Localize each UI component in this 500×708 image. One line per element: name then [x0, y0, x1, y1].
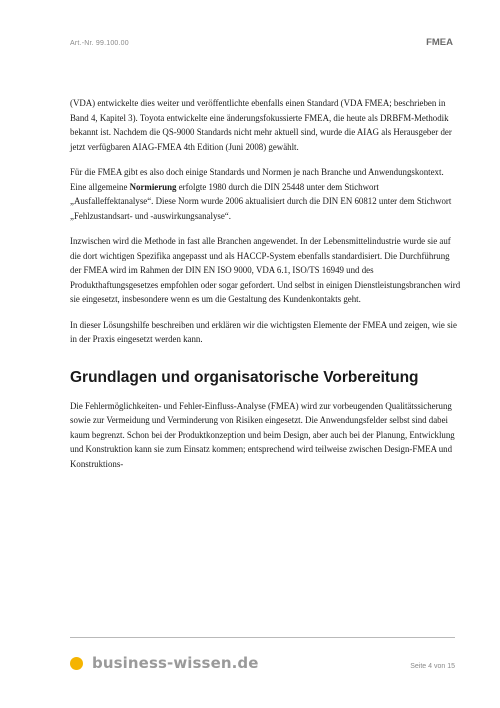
- paragraph-5: Die Fehlermöglichkeiten- und Fehler-Einfluss-Analyse (FMEA) wird zur vorbeugenden Qualitätssicherung sowie zur Vermeidung und Verminderung von Risiken eingesetzt. Die Anwendungsfelder selbst sind dabei kaum begrenzt. Schon bei der Produktkonzeption und beim Design, aber auch bei der Planung, Entwicklung und Konstruktion kann sie zum Einsatz kommen; entsprechend wird teilweise zwischen Design-FMEA und Konstruktions-: [70, 400, 455, 469]
- paragraph-4: In dieser Lösungshilfe beschreiben und erklären wir die wichtigsten Elemente der FMEA und zeigen, wie sie in der Praxis eingesetzt werden kann.: [70, 319, 457, 344]
- page-body: [70, 96, 462, 482]
- article-number: Art.-Nr. 99.100.00: [70, 40, 129, 47]
- page-number: Seite 4 von 15: [410, 663, 455, 670]
- paragraph-2-bold-term: Normierung: [129, 181, 177, 192]
- section-heading: Grundlagen und organisatorische Vorbereitung: [70, 368, 419, 386]
- paragraph-1: (VDA) entwickelte dies weiter und veröffentlichte ebenfalls einen Standard (VDA FMEA; beschrieben in Band 4, Kapitel 3). Toyota entwickelte eine änderungsfokussierte FMEA, die heute als DRBFM-Methodik bekannt ist. Nachdem die QS-9000 Standards nicht mehr aktuell sind, wurde die AIAG als Herausgeber der jetzt verfügbaren AIAG-FMEA 4th Edition (Juni 2008) gewählt.: [70, 98, 452, 152]
- logo-text: business-wissen.de: [92, 654, 259, 672]
- footer-divider: [70, 637, 455, 638]
- paragraph-2: [70, 165, 462, 223]
- paragraph-2-text-a: Für die FMEA gibt es also doch einige Standards und Normen je nach Branche und Anwendungskontext. Eine allgemeine: [70, 167, 444, 192]
- paragraph-3: Inzwischen wird die Methode in fast alle Branchen angewendet. In der Lebensmittelindustrie wurde sie auf die dort wichtigen Spezifika angepasst und als HACCP-System ebenfalls standardisiert. Die Durchführung der FMEA wird im Rahmen der DIN EN ISO 9000, VDA 6.1, ISO/TS 16949 und des Produkthaftungsgesetzes empfohlen oder sogar gefordert. Und selbst in einigen Dienstleistungsbranchen wird sie eingesetzt, insbesondere wenn es um die Gestaltung des Kundenkontakts geht.: [70, 236, 461, 304]
- document-title: FMEA: [426, 37, 453, 48]
- paragraph-2-text-b: erfolgte 1980 durch die DIN 25448 unter dem Stichwort „Ausfalleffektanalyse“. Diese Norm wurde 2006 aktualisiert durch die DIN EN 60812 unter dem Stichwort „Fehlzustandsart- und -auswirkungsanalyse“.: [70, 181, 452, 221]
- logo-dot-icon: [70, 657, 83, 670]
- site-logo: [70, 654, 259, 672]
